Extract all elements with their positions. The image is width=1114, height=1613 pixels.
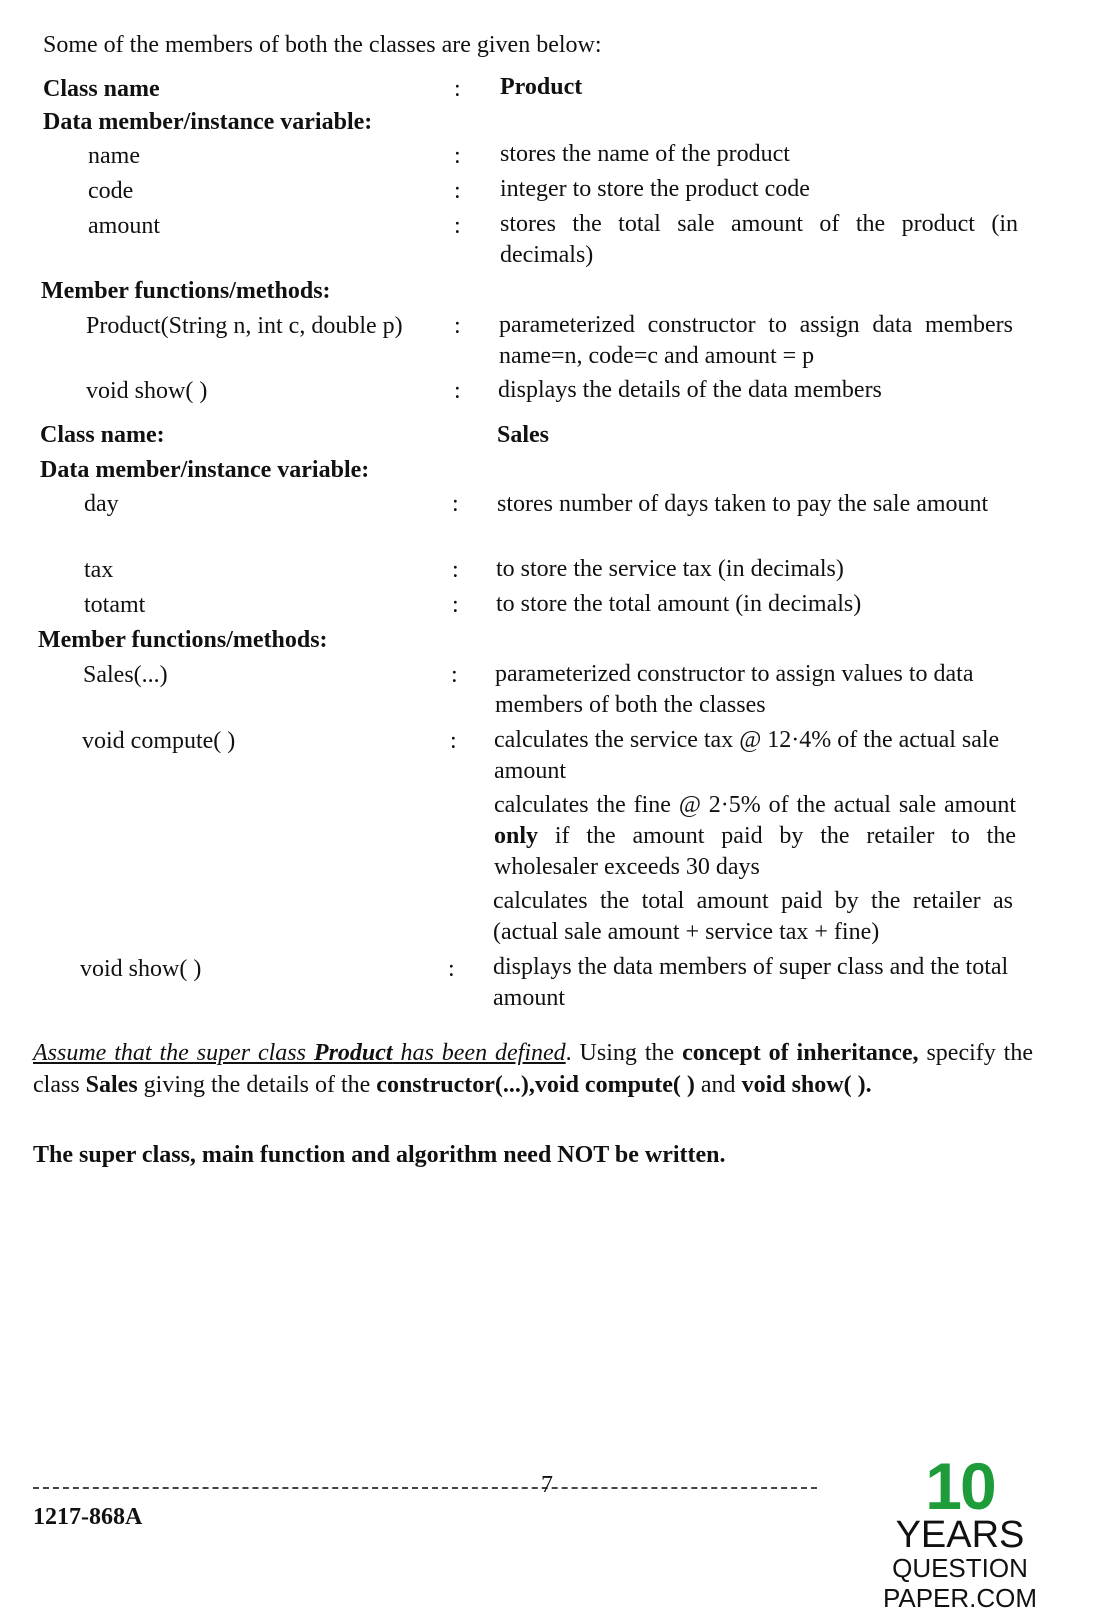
intro-text: Some of the members of both the classes are given below:	[43, 32, 602, 58]
colon: :	[454, 76, 461, 102]
sales-member-day: day	[84, 491, 119, 517]
show-ref: void show( ).	[741, 1072, 872, 1098]
colon: :	[454, 178, 461, 204]
assume-dot: .	[565, 1040, 572, 1066]
product-methods-heading: Member functions/methods:	[41, 278, 331, 304]
colon: :	[452, 557, 459, 583]
logo-site: QUESTION PAPER.COM	[882, 1553, 1038, 1613]
footer-rule	[33, 1487, 817, 1489]
assume-class: Product	[313, 1040, 393, 1066]
product-member-code: code	[88, 178, 134, 204]
product-constructor: Product(String n, int c, double p)	[86, 313, 403, 339]
sales-method-desc: displays the data members of super class and the total amount	[493, 954, 1009, 1011]
product-data-heading: Data member/instance variable:	[43, 109, 373, 135]
giving-text: giving the details of the	[137, 1072, 377, 1098]
assume-pre: Assume that the super class	[33, 1040, 314, 1066]
paper-code: 1217-868A	[33, 1504, 143, 1530]
product-member-amount: amount	[88, 213, 160, 239]
page-number: 7	[541, 1472, 553, 1498]
sales-methods-heading: Member functions/methods:	[38, 627, 328, 653]
sales-class-label: Class name:	[40, 422, 165, 448]
sales-constructor: Sales(...)	[83, 662, 168, 688]
assume-post: has been defined	[392, 1040, 566, 1066]
product-member-desc: integer to store the product code	[500, 176, 810, 202]
product-class-value: Product	[500, 74, 583, 100]
product-member-name: name	[88, 143, 140, 169]
sales-method-desc: parameterized constructor to assign values to data members of both the classes	[495, 661, 974, 718]
fine-desc-only: only	[494, 823, 539, 849]
sales-member-tax: tax	[84, 557, 114, 583]
colon: :	[452, 491, 459, 517]
sales-member-desc: stores number of days taken to pay the sale amount	[497, 491, 989, 517]
instruction-note: The super class, main function and algorithm need NOT be written.	[33, 1142, 726, 1168]
sales-member-desc: to store the service tax (in decimals)	[496, 556, 844, 582]
using-text: Using the	[571, 1040, 683, 1066]
colon: :	[454, 213, 461, 239]
colon: :	[454, 378, 461, 404]
sales-compute-fine-desc	[494, 790, 1016, 883]
product-method-desc: displays the details of the data members	[498, 377, 882, 403]
sales-show-method: void show( )	[80, 956, 202, 982]
product-class-label: Class name	[43, 76, 160, 102]
watermark-logo	[830, 1449, 1090, 1613]
colon: :	[454, 313, 461, 339]
specify-text: specify the class	[33, 1040, 1033, 1098]
sales-data-heading: Data member/instance variable:	[40, 457, 370, 483]
sales-method-desc: calculates the service tax @ 12·4% of the actual sale amount	[494, 727, 1000, 784]
instruction-paragraph	[33, 1037, 1033, 1101]
product-member-desc: stores the total sale amount of the product (in decimals)	[500, 211, 1018, 268]
logo-number: 10	[925, 1449, 995, 1523]
product-member-desc: stores the name of the product	[500, 141, 790, 167]
logo-years: YEARS	[895, 1514, 1025, 1556]
sales-compute-total-desc: calculates the total amount paid by the retailer as (actual sale amount + service tax + fine)	[493, 888, 1013, 945]
methods-ref: constructor(...),void compute( )	[376, 1072, 695, 1098]
colon: :	[454, 143, 461, 169]
fine-desc-pre: calculates the fine @ 2·5% of the actual sale amount	[494, 792, 1016, 818]
colon: :	[452, 592, 459, 618]
fine-desc-post: if the amount paid by the retailer to the wholesaler exceeds 30 days	[494, 823, 1016, 880]
product-method-desc: parameterized constructor to assign data members name=n, code=c and amount = p	[499, 312, 1013, 369]
sales-member-totamt: totamt	[84, 592, 146, 618]
colon: :	[450, 728, 457, 754]
sales-class-ref: Sales	[85, 1072, 138, 1098]
and-text: and	[694, 1072, 742, 1098]
sales-class-value: Sales	[497, 422, 550, 448]
product-show-method: void show( )	[86, 378, 208, 404]
sales-compute-method: void compute( )	[82, 728, 236, 754]
colon: :	[451, 662, 458, 688]
sales-member-desc: to store the total amount (in decimals)	[496, 591, 862, 617]
colon: :	[448, 956, 455, 982]
concept-text: concept of inheritance,	[682, 1040, 919, 1066]
assume-text	[33, 1040, 566, 1066]
